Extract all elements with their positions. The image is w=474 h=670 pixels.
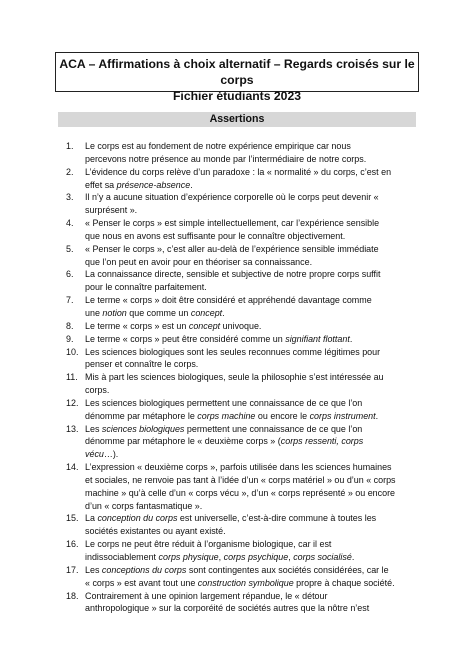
assertion-number: 7. <box>66 295 74 306</box>
assertion-text-segment: Contrairement à une opinion largement répandue, le « détour anthropologique » sur la corporéité de sociétés autres que la nôtre n’est <box>85 590 370 614</box>
assertion-emphasis: concept <box>190 307 223 318</box>
assertion-number: 3. <box>66 192 74 203</box>
assertion-text-segment: Les sciences biologiques sont les seules reconnues comme légitimes pour penser et connaître le corps. <box>85 346 383 370</box>
assertion-emphasis: présence-absence <box>116 179 191 190</box>
assertion-emphasis: corps ressenti, corps vécu <box>85 436 366 460</box>
assertion-number: 12. <box>66 397 79 408</box>
assertion-text-segment: , <box>218 552 224 562</box>
assertion-text-segment: L’expression « deuxième corps », parfois utilisée dans les sciences humaines et sociales, ne renvoie pas tant à l’idée d’un « corps matériel » ou d’un « corps machine » qu’à celle d’un « corps vécu », d’un « corps représenté » ou encore d’un « corps fantasmatique ». <box>85 462 398 511</box>
assertion-text-segment: est universelle, c’est-à-dire commune à toutes les sociétés existantes ou ayant existé. <box>85 513 379 537</box>
assertion-item <box>66 166 396 192</box>
assertion-text-segment: , <box>288 552 294 562</box>
assertion-text-segment: permettent une connaissance de ce que l’on dénomme par métaphore le « deuxième corps » ( <box>85 423 365 447</box>
assertion-number: 15. <box>66 513 79 524</box>
assertion-text-segment: univoque. <box>220 320 262 331</box>
document-title: ACA – Affirmations à choix alternatif – Regards croisés sur le corps <box>59 57 415 87</box>
assertion-text-segment: « Penser le corps », c’est aller au-delà de l’expérience sensible immédiate que l’on peut en avoir pour en théoriser sa connaissance. <box>85 243 382 267</box>
assertion-text-segment: ou encore le <box>255 410 310 421</box>
document-subtitle: Fichier étudiants 2023 <box>172 89 302 103</box>
assertion-text-segment: Le terme « corps » est un <box>85 320 189 331</box>
assertion-item <box>66 333 386 346</box>
assertion-text <box>85 371 386 397</box>
assertion-emphasis: sciences biologiques <box>101 423 185 434</box>
section-header-assertions <box>58 112 416 127</box>
section-title: Assertions <box>209 113 265 125</box>
assertion-item <box>66 512 386 538</box>
assertion-item <box>66 243 386 269</box>
assertion-text-segment: Il n’y a aucune situation d’expérience corporelle où le corps peut devenir « surprésent ». <box>85 192 382 216</box>
assertion-text-segment: Les <box>85 564 102 575</box>
assertion-text <box>85 191 386 217</box>
assertion-number: 18. <box>66 590 79 601</box>
assertion-text-segment: …). <box>103 449 119 460</box>
assertion-item <box>66 294 386 320</box>
assertion-text <box>85 461 396 512</box>
assertion-emphasis: signifiant flottant <box>285 333 350 344</box>
assertion-text <box>85 397 386 423</box>
assertion-number: 10. <box>66 346 79 357</box>
assertion-number: 8. <box>66 320 74 331</box>
assertion-emphasis: concept <box>188 320 221 331</box>
assertion-text <box>85 140 386 166</box>
assertion-number: 14. <box>66 462 79 473</box>
assertion-text-segment: L’évidence du corps relève d’un paradoxe : la « normalité » du corps, c’est en effet sa <box>85 166 394 190</box>
assertion-text-segment: La <box>85 513 98 524</box>
assertion-item <box>66 423 386 462</box>
assertion-text-segment: que comme un <box>126 307 191 318</box>
assertion-item <box>66 371 386 397</box>
assertion-text-segment: . <box>375 410 379 421</box>
assertion-text <box>85 333 386 346</box>
assertion-text-segment: Le corps ne peut être réduit à l’organisme biologique, car il est indissociablement <box>85 539 334 562</box>
assertion-text <box>85 538 396 564</box>
assertion-text <box>85 346 386 372</box>
assertion-text-segment: Le terme « corps » doit être considéré et appréhendé davantage comme une <box>85 295 375 318</box>
assertion-item <box>66 590 386 616</box>
assertion-text <box>85 512 386 538</box>
assertion-text-segment: . <box>349 333 353 344</box>
assertion-number: 11. <box>66 372 78 383</box>
document-title-box <box>55 52 419 103</box>
assertion-item <box>66 346 386 372</box>
assertion-emphasis: conception du corps <box>97 513 178 524</box>
assertion-text-segment: « Penser le corps » est simple intellectuellement, car l’expérience sensible que nous en avons est suffisante pour le connaître objectivement. <box>85 218 382 241</box>
assertion-number: 17. <box>66 564 79 575</box>
assertion-text-segment: . <box>190 179 193 190</box>
assertion-text-segment: Les <box>85 423 102 434</box>
assertion-text <box>85 268 386 294</box>
assertion-text <box>85 423 386 462</box>
assertion-text-segment: Le corps est au fondement de notre expérience empirique car nous percevons notre présence au monde par l’intermédiaire de notre corps. <box>85 141 367 164</box>
assertion-text-segment: . <box>351 552 355 562</box>
assertion-number: 5. <box>66 243 74 254</box>
assertion-item <box>66 140 386 166</box>
assertion-item <box>66 191 386 217</box>
assertion-number: 1. <box>66 141 74 151</box>
assertion-item <box>66 564 396 590</box>
assertion-number: 16. <box>66 539 79 550</box>
assertion-text <box>85 243 386 269</box>
assertion-emphasis: corps machine <box>197 410 256 421</box>
assertion-number: 2. <box>66 166 74 177</box>
assertion-item <box>66 538 396 564</box>
assertion-text-segment: sont contingentes aux sociétés considérées, car le « corps » est avant tout une <box>85 564 392 588</box>
assertion-emphasis: notion <box>102 307 127 318</box>
assertion-emphasis: conceptions du corps <box>101 564 187 575</box>
assertion-emphasis: corps psychique <box>223 552 289 562</box>
assertion-text <box>85 217 386 243</box>
assertion-text <box>85 590 386 616</box>
assertion-text <box>85 320 386 333</box>
assertion-text <box>85 294 386 320</box>
assertion-number: 9. <box>66 333 74 344</box>
assertion-text <box>85 166 396 192</box>
assertion-text-segment: propre à chaque société. <box>293 577 395 588</box>
assertion-emphasis: construction symbolique <box>197 577 294 588</box>
assertion-number: 6. <box>66 269 74 280</box>
assertion-number: 13. <box>66 423 79 434</box>
assertion-item <box>66 461 396 512</box>
assertion-list <box>66 140 398 615</box>
assertion-item <box>66 217 386 243</box>
assertion-item <box>66 320 386 333</box>
assertion-text-segment: . <box>222 307 225 318</box>
assertion-item <box>66 397 386 423</box>
assertion-text-segment: La connaissance directe, sensible et subjective de notre propre corps suffit pour le connaître parfaitement. <box>85 269 383 293</box>
assertion-text <box>85 564 396 590</box>
assertion-text-segment: Les sciences biologiques permettent une connaissance de ce que l’on dénomme par métaphore le <box>85 397 365 421</box>
assertion-emphasis: corps socialisé <box>293 552 352 562</box>
assertion-emphasis: corps instrument <box>309 410 376 421</box>
assertion-number: 4. <box>66 218 74 229</box>
assertion-text-segment: Mis à part les sciences biologiques, seule la philosophie s’est intéressée au corps. <box>85 372 387 396</box>
assertion-item <box>66 268 386 294</box>
assertion-emphasis: corps physique <box>158 552 219 562</box>
assertion-text-segment: Le terme « corps » peut être considéré comme un <box>85 333 286 344</box>
